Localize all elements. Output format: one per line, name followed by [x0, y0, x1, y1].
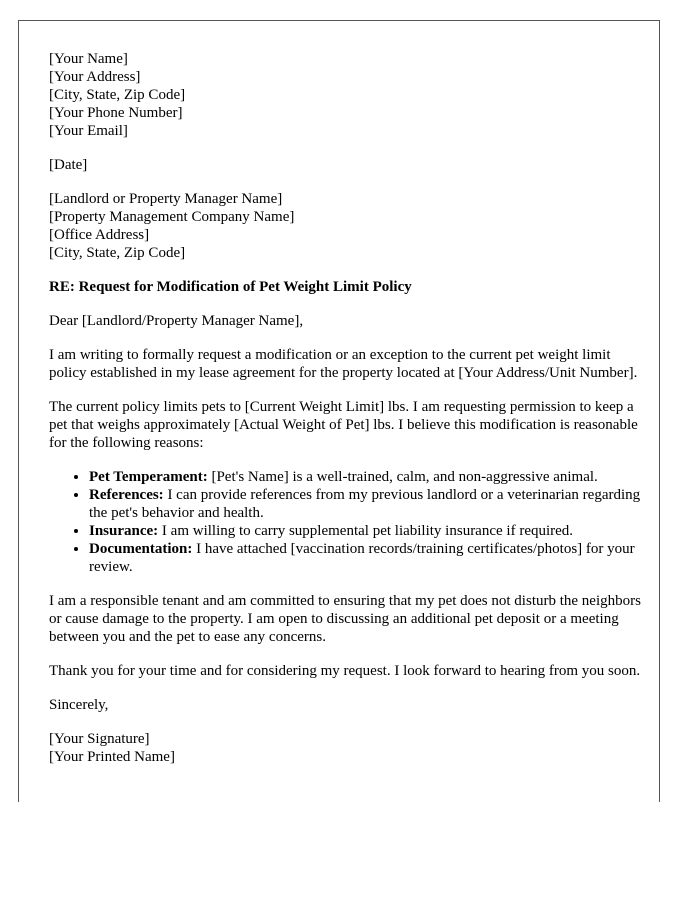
- reason-title: Documentation:: [89, 541, 193, 557]
- list-item: [89, 540, 649, 576]
- intro-paragraph: I am writing to formally request a modification or an exception to the current pet weight limit policy established in my lease agreement for the property located at [Your Address/Unit Number].: [49, 347, 638, 381]
- reason-text: I am willing to carry supplemental pet liability insurance if required.: [158, 523, 574, 539]
- closing-paragraph: Thank you for your time and for considering my request. I look forward to hearing from you soon.: [49, 663, 641, 679]
- letter-content: [49, 50, 649, 766]
- list-item: [89, 468, 649, 486]
- recipient-company: [Property Management Company Name]: [49, 209, 295, 225]
- subject-line: RE: Request for Modification of Pet Weight Limit Policy: [49, 279, 412, 295]
- sender-block: [49, 50, 649, 140]
- letter-date: [Date]: [49, 157, 88, 173]
- salutation: Dear [Landlord/Property Manager Name],: [49, 313, 304, 329]
- commitment-paragraph: I am a responsible tenant and am committed to ensuring that my pet does not disturb the neighbors or cause damage to the property. I am open to discussing an additional pet deposit or a meeting between you and the pet to ease any concerns.: [49, 593, 641, 645]
- signature-placeholder: [Your Signature]: [49, 731, 150, 747]
- letter-page: [18, 20, 660, 802]
- recipient-city-state-zip: [City, State, Zip Code]: [49, 245, 186, 261]
- sender-email: [Your Email]: [49, 123, 128, 139]
- signature-block: [49, 730, 649, 766]
- reason-title: Pet Temperament:: [89, 469, 208, 485]
- reason-title: Insurance:: [89, 523, 159, 539]
- sender-phone: [Your Phone Number]: [49, 105, 183, 121]
- sender-address: [Your Address]: [49, 69, 141, 85]
- sender-name: [Your Name]: [49, 51, 128, 67]
- reasons-list: [49, 468, 649, 576]
- reason-text: I can provide references from my previous landlord or a veterinarian regarding the pet's behavior and health.: [89, 487, 641, 521]
- reason-text: I have attached [vaccination records/training certificates/photos] for your review.: [89, 541, 635, 575]
- reason-text: [Pet's Name] is a well-trained, calm, and non-aggressive animal.: [207, 469, 598, 485]
- sign-off: Sincerely,: [49, 697, 109, 713]
- recipient-office-address: [Office Address]: [49, 227, 150, 243]
- recipient-block: [49, 190, 649, 262]
- reason-title: References:: [89, 487, 164, 503]
- list-item: [89, 486, 649, 522]
- current-policy-paragraph: The current policy limits pets to [Current Weight Limit] lbs. I am requesting permission to keep a pet that weighs approximately [Actual Weight of Pet] lbs. I believe this modification is reasonable for the following reasons:: [49, 399, 638, 451]
- list-item: [89, 522, 649, 540]
- sender-city-state-zip: [City, State, Zip Code]: [49, 87, 186, 103]
- printed-name: [Your Printed Name]: [49, 749, 175, 765]
- recipient-name: [Landlord or Property Manager Name]: [49, 191, 283, 207]
